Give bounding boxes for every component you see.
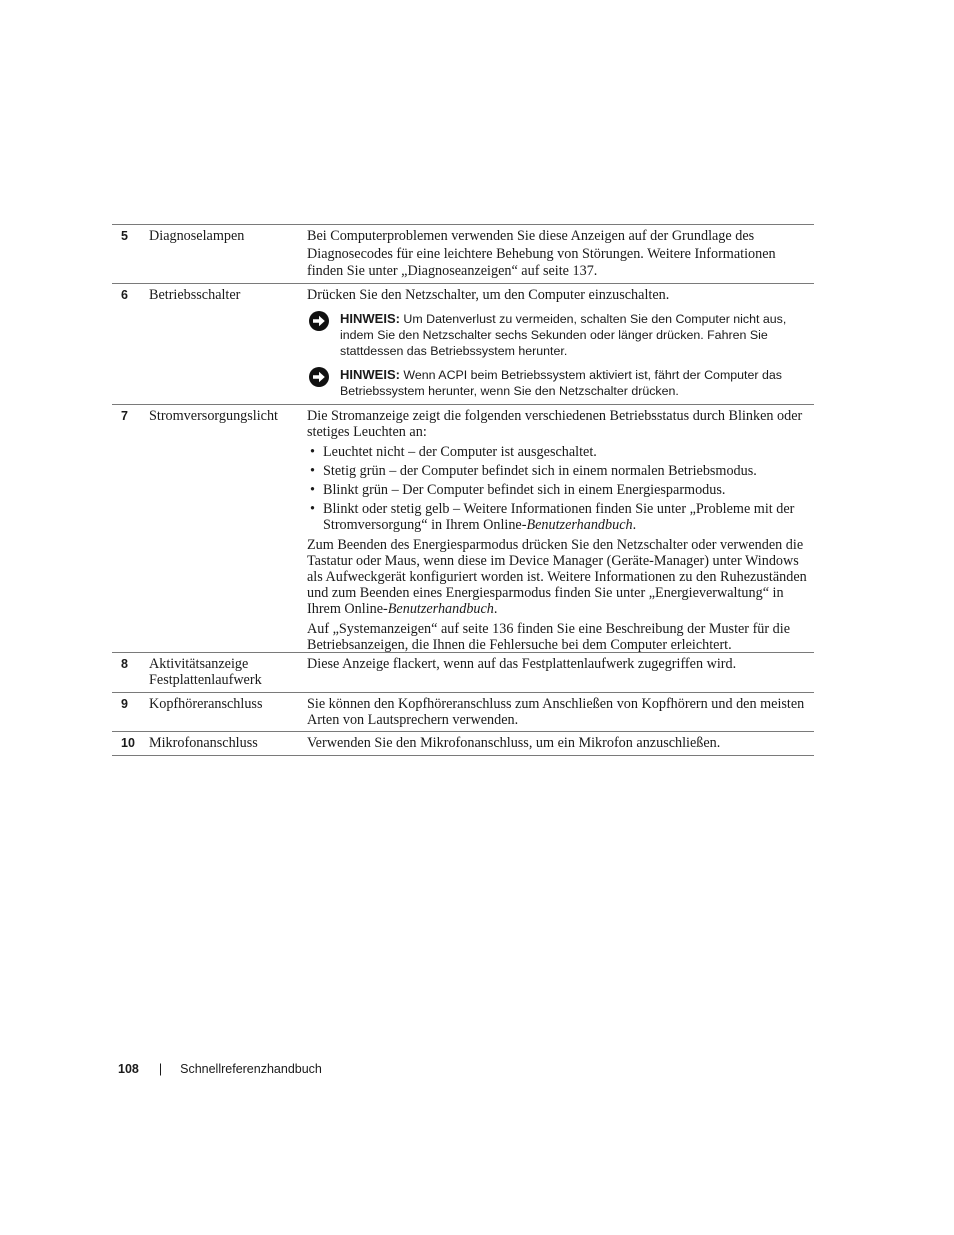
list-item: • Leuchtet nicht – der Computer ist ausgeschaltet.	[310, 444, 597, 460]
list-item: • Blinkt oder stetig gelb – Weitere Informationen finden Sie unter „Probleme mit der Stromversorgung“ in Ihrem Online-Benutzerhandbuch.	[310, 501, 795, 533]
item-name: Mikrofonanschluss	[149, 735, 258, 751]
description-text: Drücken Sie den Netzschalter, um den Computer einzuschalten.	[307, 287, 670, 303]
description-text: Auf „Systemanzeigen“ auf seite 136 finden Sie eine Beschreibung der Muster für die Betriebsanzeigen, die Ihnen die Fehlersuche bei dem Computer erleichtert.	[307, 621, 791, 653]
description-text: Diese Anzeige flackert, wenn auf das Festplattenlaufwerk zugegriffen wird.	[307, 656, 737, 672]
page-number: 108	[118, 1062, 139, 1076]
description-text: Bei Computerproblemen verwenden Sie diese Anzeigen auf der Grundlage des Diagnosecodes für eine leichtere Behebung von Störungen. Weitere Informationen finden Sie unter „Diagnoseanzeigen“ auf seite 137.	[307, 228, 776, 279]
item-name: Stromversorgungslicht	[149, 408, 278, 424]
item-number: 7	[121, 409, 128, 423]
status-list	[307, 444, 814, 533]
item-number: 6	[121, 288, 128, 302]
item-number: 9	[121, 697, 128, 711]
notice-label: HINWEIS:	[340, 311, 400, 326]
list-item: • Blinkt grün – Der Computer befindet sich in einem Energiesparmodus.	[310, 482, 726, 498]
item-number: 8	[121, 657, 128, 671]
page-footer	[118, 1062, 322, 1076]
item-description	[307, 408, 814, 653]
item-name: Betriebsschalter	[149, 287, 241, 303]
item-name: Kopfhöreranschluss	[149, 696, 263, 712]
notice-text: Wenn ACPI beim Betriebssystem aktiviert ist, fährt der Computer das Betriebssystem herunter, wenn Sie den Netzschalter drücken.	[340, 368, 782, 398]
description-text: Die Stromanzeige zeigt die folgenden verschiedenen Betriebsstatus durch Blinken oder stetiges Leuchten an:	[307, 408, 803, 440]
component-table	[112, 224, 814, 756]
notice-text: Um Datenverlust zu vermeiden, schalten Sie den Computer nicht aus, indem Sie den Netzschalter sechs Sekunden oder länger drücken. Fahren Sie stattdessen das Betriebssystem herunter.	[340, 312, 787, 358]
description-text: Sie können den Kopfhöreranschluss zum Anschließen von Kopfhörern und den meisten Arten von Lautsprechern verwenden.	[307, 696, 805, 728]
notice-arrow-icon	[309, 311, 329, 331]
item-description	[307, 696, 814, 728]
item-name: Diagnoselampen	[149, 228, 245, 244]
table-row	[112, 405, 814, 653]
table-row	[112, 225, 814, 284]
notice-block	[307, 367, 814, 399]
notice-label: HINWEIS:	[340, 367, 400, 382]
footer-separator: |	[158, 1062, 163, 1076]
description-text: Verwenden Sie den Mikrofonanschluss, um ein Mikrofon anzuschließen.	[307, 735, 721, 751]
item-description	[307, 228, 814, 281]
notice-arrow-icon	[309, 367, 329, 387]
notice-block	[307, 311, 814, 359]
table-row	[112, 653, 814, 693]
item-description	[307, 735, 814, 751]
list-item: • Stetig grün – der Computer befindet sich in einem normalen Betriebsmodus.	[310, 463, 757, 479]
table-row	[112, 732, 814, 756]
item-description	[307, 287, 814, 399]
item-description	[307, 656, 814, 672]
description-text: Zum Beenden des Energiesparmodus drücken Sie den Netzschalter oder verwenden die Tastatur oder Maus, wenn diese im Device Manager (Geräte-Manager) unter Windows als Aufweckgerät konfiguriert worden ist. Weitere Informationen zu den Ruhezuständen und zum Beenden eines Energiesparmodus finden Sie unter „Energieverwaltung“ in Ihrem Online-Benutzerhandbuch.	[307, 537, 807, 617]
item-name: Aktivitätsanzeige Festplattenlaufwerk	[149, 656, 262, 688]
document-title: Schnellreferenzhandbuch	[180, 1062, 322, 1076]
item-number: 10	[121, 736, 135, 750]
table-row	[112, 693, 814, 732]
table-row	[112, 284, 814, 405]
item-number: 5	[121, 229, 128, 243]
